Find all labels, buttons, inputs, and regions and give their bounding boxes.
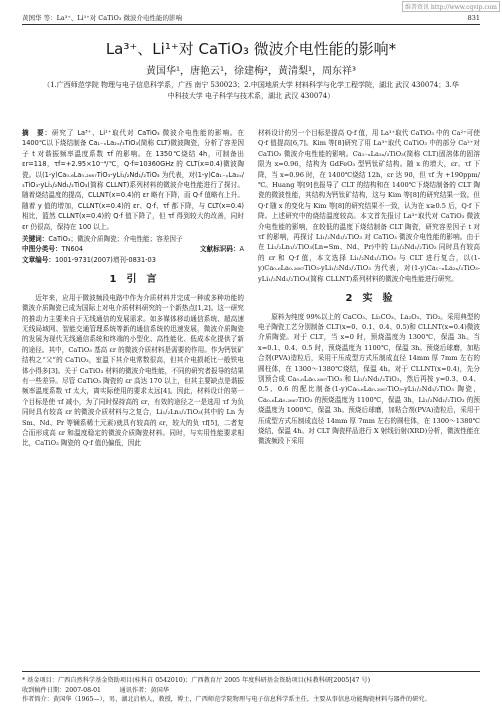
article-number-label: 文章编号： bbox=[22, 255, 55, 264]
abstract bbox=[22, 128, 244, 232]
right-column bbox=[258, 128, 480, 449]
article-number bbox=[22, 255, 244, 265]
article-title: La³⁺、Li¹⁺对 CaTiO₃ 微波介电性能的影响* bbox=[105, 40, 397, 58]
two-column-body bbox=[22, 128, 480, 449]
classification-row bbox=[22, 244, 244, 254]
abstract-text: 研究了 La³⁺、Li¹⁺取代对 CaTiO₃ 微波介电性能的影响。在 1400℃以下烧结制备 Ca₁₋ₓLa₂ₓ/₃TiO₃(简称 CLT)微波陶瓷，分析了容差因子 t 对谐振频率温度系数 τf 的影响。在 1350℃烧结 4h，可制备出 εr=118，τf=+2.95×10⁻⁴/℃，Q·f=10360GHz 的 CLT(x=0.4)微波陶瓷。以(1-y)Ca₀.₆La₀.₂₆₆₇TiO₃-yLi₁/₂Nd₁/₂TiO₃ 为代表，对(1-y)Ca₁₋ₓLa₂ₓ/₃TiO₃-yLi₁/₂Nd₁/₂TiO₃(简称 CLLNT)系列材料的微波介电性能进行了探讨。随着烧结温度的提高，CLLNT(x=0.4)的 εr 略有下降，而 Q·f 值略有上升。随着 y 值的增加，CLLNT(x=0.4)的 εr、Q·f、τf 都下降，与 CLT(x=0.4)相比，篮然 CLLNT(x=0.4)的 Q·f 值下降了，但 τf 得到较大的改善，同时 εr 仍很高，保持在 100 以上。 bbox=[22, 129, 244, 231]
keywords-text: CaTiO₃；微波介质陶瓷；介电性能；容差因子 bbox=[48, 235, 183, 244]
page-number: 831 bbox=[467, 14, 480, 22]
doc-code-label: 文献标识码： bbox=[199, 245, 240, 254]
left-column bbox=[22, 128, 244, 449]
affiliations: （1.广西师范学院 物理与电子信息科学系，广西 南宁 530023；2.中国地质大学 材料科学与化学工程学院，湖北 武汉 430074；3.华中科技大学 电子科学与技术系，湖北 武汉 430074） bbox=[43, 81, 459, 100]
intro-paragraph: 近年来，应用于微波频段电路中作为介质材料并完成一种或多种功能的微波介质陶瓷已成为国际上对电介质材料研究的一个新热点[1,2]。这一研究的推动力主要来自于无线通信的发展需求。如多媒体移动通信系统、超高速无线局域网、智能交通管理系统等新的通信系统的迅速发展，微波介质陶瓷的发展为现代无线通信系统和终端的小型化、高性能化、低成本化提供了新的途径。其中，CaTiO₃ 基高 εr 的微波介质材料是需要的作用。作为钙钛矿结构之“父”的 CaTiO₃，室温下其介电常数很高，但其介电损耗比一般铁电体小得多[3]。关于 CaTiO₃ 材料的微波介电性能，不同的研究者报导的结果有一些差异。尽管 CaTiO₃ 陶瓷的 εr 高达 170 以上，但其主要缺点是谐振频率温度系数 τf 太大，离实际使用的要求太远[4]。因此，材料设计的第一个目标是使 τf 减小，为了同时保持高的 εr，有效的途径之一是选用 τf 为负同时具有较高 εr 的微波介质材料与之复合，Li₁/₂Ln₁/₂TiO₃(其中的 Ln 为 Sm、Nd、Pr 等镧系稀土元素)就具有较高的 εr，较大的负 τf[5]，二者复合而形成高 εr 和温度稳定的微波介质陶瓷材料。同时，与实用性能要求相比，CaTiO₃ 陶瓷的 Q·f 值仍偏低，因此 bbox=[22, 293, 244, 448]
abstract-label: 摘 要： bbox=[22, 129, 52, 137]
experiment-paragraph: 原料为纯度 99%以上的 CaCO₃、Li₂CO₃、La₂O₃、TiO₂。采用典型的电子陶瓷工艺分别制备 CLT(x=0、0.1、0.4、0.5)和 CLLNT(x=0.4)微波介质陶瓷。对于 CLT，当 x=0 时，预烧温度为 1300℃，保温 3h。当 x=0.1、0.4、0.5 时，预烧温度为 1100℃，保温 3h。预烧后球磨，加粘合剂(PVA)造粒后，采用干压成型方式压制成直径 14mm 厚 7mm 左右的圆柱体，在 1300～1380℃烧结，保温 4h。对于 CLLNT(x=0.4)，先分别预合成 Ca₀.₆La₀.₂₆₆₇TiO₃ 和 Li₁/₂Nd₁/₂TiO₃，然后再按 y=0.3、0.4、0.5、0.6 的配比制备(1-y)Ca₀.₆La₀.₂₆₆₇TiO₃-yLi₁/₂Nd₁/₂TiO₃ 陶瓷，Ca₀.₆La₀.₂₆₆₇TiO₃ 的预烧温度为 1100℃，保温 3h，Li₁/₂Nd₁/₂TiO₃ 的预烧温度为 1000℃，保温 3h。预烧后球磨，加粘合剂(PVA)造粒后，采用干压成型方式压制成直径 14mm 厚 7mm 左右的圆柱体，在 1300～1380℃烧结，保温 4h。对 CLT 陶瓷样品进行 X 射线衍射(XRD)分析，微波性能在微波频段下采用 bbox=[258, 312, 480, 446]
author-list: 黄国华¹，唐艳云¹，徐建梅²，黄清梨¹，周东祥³ bbox=[145, 66, 357, 77]
keywords-label: 关键词： bbox=[22, 235, 49, 244]
running-header bbox=[22, 10, 480, 25]
doc-code bbox=[200, 244, 244, 254]
footnote bbox=[22, 671, 480, 705]
section-heading-experiment: 2 实 验 bbox=[345, 293, 393, 305]
clc-value: TN604 bbox=[61, 245, 84, 254]
continued-paragraph: 材料设计的另一个目标是提高 Q·f 值，用 La³⁺取代 CaTiO₃ 中的 Ca²⁺可使 Q·f 值提高[6,7]。Kim 等[8]研究了用 La³⁺取代 CaTiO₃ 中的部分 Ca²⁺对 CaTiO₃ 微波介电性能的影响。Ca₁₋ₓLa₂ₓ/₃TiO₃(简称 CLT)固溶体的固溶限为 x=0.96，结构为 GdFeO₃ 型钙钛矿结构。随 x 的增大，εr、τf 下降，当 x=0.96 时，在 1400℃烧结 12h，εr 达 90，但 τf 为 +190ppm/℃。Huang 等[9]也报导了 CLT 的结构和在 1400℃下烧结制备的 CLT 陶瓷的微波性能，其结构为钙钛矿结构，这与 Kim 等[8]的研究结果一致。但 Q·f 随 x 的变化与 Kim 等[8]的研究结果不一致，认为在 x≥0.5 后，Q·f 下降。上述研究中的烧结温度较高。本文首先报讨 La³⁺取代对 CaTiO₃ 微波介电性能的影响，在较低的温度下烧结制备 CLT 陶瓷，研究容差因子 t 对 τf 的影响，再探讨 Li₁/₂Nd₁/₂TiO₃ 对 CaTiO₃ 微波介电性能的影响。由于在 Li₁/₂Ln₁/₂TiO₃(Ln=Sm、Nd、Pr)中的 Li₁/₂Nd₁/₂TiO₃ 同时具有较高的 εr 和 Q·f 值，本文选择 Li₁/₂Nd₁/₂TiO₃ 与 CLT 进行复合，以(1-y)Ca₀.₆La₀.₂₆₆₇TiO₃-yLi₁/₂Nd₁/₂TiO₃ 为代表，对(1-y)Ca₁₋ₓLa₂ₓ/₃TiO₃-yLi₁/₂Nd₁/₂TiO₃(简称 CLLNT)系列材料的微波介电性能进行研究。 bbox=[258, 129, 480, 283]
received-date: 收到稿件日期：2007-08-01 通讯作者：黄国华 bbox=[22, 686, 170, 694]
keywords bbox=[22, 234, 244, 244]
funding-note: * 基金项目：广西自然科学基金资助项目(桂科自 0542010)；广西教育厅 2005 年度科研基金资助项目(桂教科研[2005]47 号) bbox=[22, 677, 371, 684]
watermark-stamp: 维普资讯 http://www.cqvip.com bbox=[402, 1, 500, 12]
clc-label: 中图分类号： bbox=[22, 245, 62, 254]
article-number-value: 1001-9731(2007)增刊-0831-03 bbox=[54, 255, 156, 264]
author-bio: 作者简介：黄国华（1965—），男，湖北启梧人，教授，博士，广西师范学院物理与电子信息科学系主任，主要从事信息功能陶瓷材料与器件的研究。 bbox=[22, 696, 431, 704]
section-heading-intro: 1 引 言 bbox=[109, 274, 157, 286]
doc-code-value: A bbox=[239, 245, 244, 254]
clc-code bbox=[22, 244, 83, 254]
running-header-title: 黄国华 等：La³⁺、Li¹⁺对 CaTiO₃ 微波介电性能的影响 bbox=[22, 14, 183, 22]
